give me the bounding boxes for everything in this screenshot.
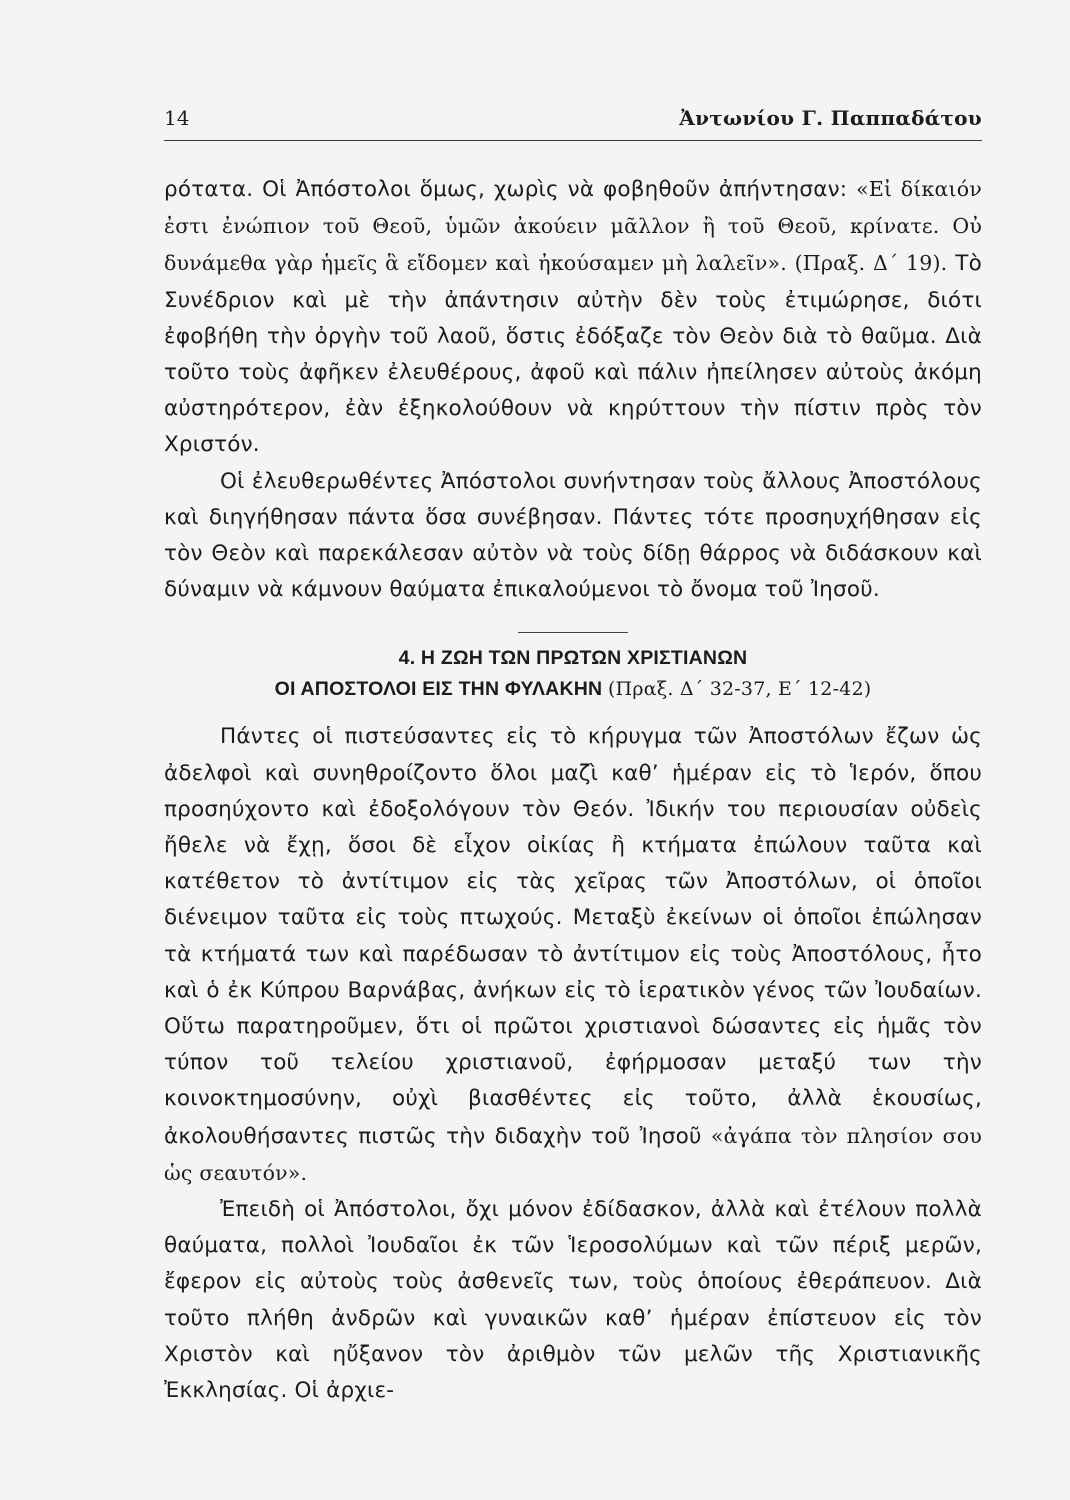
section-reference: (Πραξ. Δ΄ 32-37, Ε΄ 12-42) <box>607 678 872 701</box>
section-divider <box>518 632 628 633</box>
section-body <box>164 719 982 1409</box>
opening-line: ρότατα. Οἱ Ἀπόστολοι ὅμως, χωρὶς νὰ φοβηθοῦν ἀπήντησαν: <box>164 177 848 202</box>
paragraph-miracles: Ἐπειδὴ οἱ Ἀπόστολοι, ὄχι μόνον ἐδίδασκον, ἀλλὰ καὶ ἐτέλουν πολλὰ θαύματα, πολλοὶ Ἰουδαῖοι ἐκ τῶν Ἱεροσολύμων καὶ τῶν πέριξ μερῶν, ἔφερον εἰς αὐτοὺς τοὺς ἀσθενεῖς των, τοὺς ὁποίους ἐθεράπευον. Διὰ τοῦτο πλήθη ἀνδρῶν καὶ γυναικῶν καθ’ ἡμέραν ἐπίστευον εἰς τὸν Χριστὸν καὶ ηὔξανον τὸν ἀριθμὸν τῶν μελῶν τῆς Χριστιανικῆς Ἐκκλησίας. Οἱ ἀρχιε- <box>164 1197 982 1404</box>
running-title: Ἀντωνίου Γ. Παππαδάτου <box>679 106 982 130</box>
section-subtitle-text: ΟΙ ΑΠΟΣΤΟΛΟΙ ΕΙΣ ΤΗΝ ΦΥΛΑΚΗΝ <box>274 678 603 701</box>
paragraph-early-christians <box>164 719 982 1192</box>
header-rule <box>164 140 982 141</box>
opening-paragraph <box>164 171 982 464</box>
section-title: 4. Η ΖΩΗ ΤΩΝ ΠΡΩΤΩΝ ΧΡΙΣΤΙΑΝΩΝ <box>398 647 748 670</box>
opening-rest: Τὸ Συνέδριον καὶ μὲ τὴν ἀπάντησιν αὐτὴν δὲν τοὺς ἐτιμώρησε, διότι ἐφοβήθη τὴν ὀργὴν τοῦ λαοῦ, ὅστις ἐδόξαζε τὸν Θεὸν διὰ τὸ θαῦμα. Διὰ τοῦτο τοὺς ἀφῆκεν ἐλευθέρους, ἀφοῦ καὶ πάλιν ἠπείλησεν αὐτοὺς ἀκόμη αὐστηρότερον, ἐὰν ἐξηκολούθουν νὰ κηρύττουν τὴν πίστιν πρὸς τὸν Χριστόν. <box>164 251 982 458</box>
scripture-quote: «Εἰ δίκαιόν ἐστι ἐνώπιον τοῦ Θεοῦ, ὑμῶν ἀκούειν μᾶλλον ἢ τοῦ Θεοῦ, κρίνατε. Οὐ δυνάμεθα γὰρ ἡμεῖς ἃ εἴδομεν καὶ ἠκούσαμεν μὴ λαλεῖν». (Πραξ. Δ΄ 19). <box>164 177 982 276</box>
love-neighbor-quote: «ἀγάπα τὸν πλησίον σου ὡς σεαυτόν». <box>164 1123 982 1185</box>
running-head <box>164 100 982 136</box>
paragraph-apostles-released: Οἱ ἐλευθερωθέντες Ἀπόστολοι συνήντησαν τοὺς ἄλλους Ἀποστόλους καὶ διηγήθησαν πάντα ὅσα συνέβησαν. Πάντες τότε προσηυχήθησαν εἰς τὸν Θεὸν καὶ παρεκάλεσαν αὐτὸν νὰ τοὺς δίδῃ θάρρος νὰ διδάσκουν καὶ δύναμιν νὰ κάμνουν θαύματα ἐπικαλούμενοι τὸ ὄνομα τοῦ Ἰησοῦ. <box>164 468 982 603</box>
body-text <box>164 171 982 1409</box>
book-page <box>164 100 982 1409</box>
paragraph-early-christians-text: Πάντες οἱ πιστεύσαντες εἰς τὸ κήρυγμα τῶν Ἀποστόλων ἔζων ὡς ἀδελφοὶ καὶ συνηθροίζοντο ὅλοι μαζὶ καθ’ ἡμέραν εἰς τὸ Ἱερόν, ὅπου προσηύχοντο καὶ ἐδοξολόγουν τὸν Θεόν. Ἰδικήν του περιουσίαν οὐδεὶς ἤθελε νὰ ἔχῃ, ὅσοι δὲ εἶχον οἰκίας ἢ κτήματα ἐπώλουν ταῦτα καὶ κατέθετον τὸ ἀντίτιμον εἰς τὰς χεῖρας τῶν Ἀποστόλων, οἱ ὁποῖοι διένειμον ταῦτα εἰς τοὺς πτωχούς. Μεταξὺ ἐκείνων οἱ ὁποῖοι ἐπώλησαν τὰ κτήματά των καὶ παρέδωσαν τὸ ἀντίτιμον εἰς τοὺς Ἀποστόλους, ἦτο καὶ ὁ ἐκ Κύπρου Βαρνάβας, ἀνήκων εἰς τὸ ἱερατικὸν γένος τῶν Ἰουδαίων. Οὕτω παρατηροῦμεν, ὅτι οἱ πρῶτοι χριστιανοὶ δώσαντες εἰς ἡμᾶς τὸν τύπον τοῦ τελείου χριστιανοῦ, ἐφήρμοσαν μεταξύ των τὴν κοινοκτημοσύνην, οὐχὶ βιασθέντες εἰς τοῦτο, ἀλλὰ ἑκουσίως, ἀκολουθήσαντες πιστῶς τὴν διδαχὴν τοῦ Ἰησοῦ <box>164 724 982 1149</box>
section-heading <box>164 643 982 705</box>
page-number: 14 <box>164 106 190 130</box>
section-subtitle <box>164 674 982 705</box>
